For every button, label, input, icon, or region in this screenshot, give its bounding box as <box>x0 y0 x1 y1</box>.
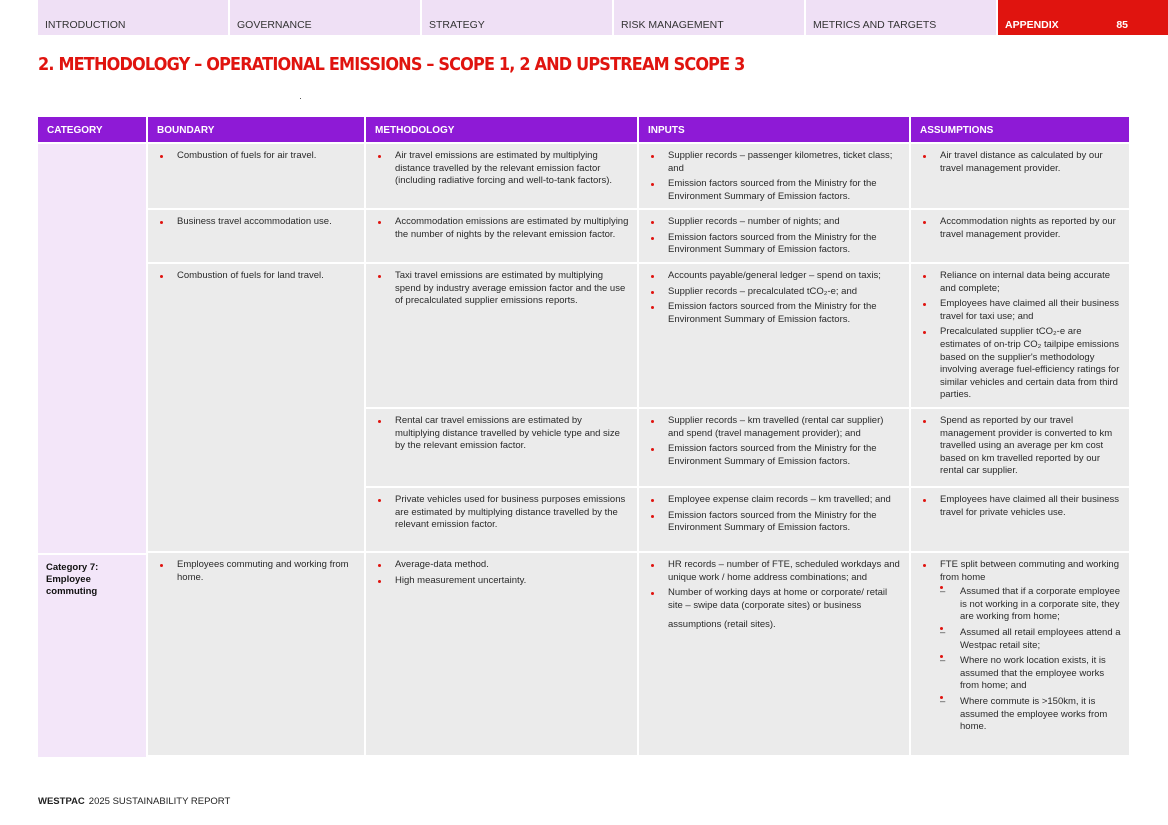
list-item: Accommodation nights as reported by our travel management provider. <box>920 216 1121 241</box>
list-item: Supplier records – passenger kilometres, ticket class; and <box>648 150 901 175</box>
list-item: Emission factors sourced from the Ministry for the Environment Summary of Emission factors. <box>648 443 901 468</box>
top-nav <box>38 0 1168 35</box>
methodology-cell <box>366 144 637 208</box>
sub-list-item: – Assumed that if a corporate employee is not working in a corporate site, they are working from home; <box>940 586 1121 624</box>
list-item: HR records – number of FTE, scheduled workdays and unique work / home address combinations; and <box>648 559 901 584</box>
list-item: Employees have claimed all their business travel for private vehicles use. <box>920 494 1121 519</box>
list-item: Rental car travel emissions are estimated by multiplying distance travelled by vehicle type and size by the relevant emission factor. <box>375 415 629 453</box>
boundary-cell <box>148 210 364 262</box>
table-row <box>148 264 1129 551</box>
table-row <box>148 553 1129 755</box>
boundary-cell <box>148 264 364 551</box>
inputs-extra-text: assumptions (retail sites). <box>668 619 776 631</box>
list-item: Taxi travel emissions are estimated by multiplying spend by industry average emission factor and the use of precalculated supplier emissions reports. <box>375 270 629 308</box>
nav-tab-strategy[interactable]: STRATEGY <box>422 0 612 35</box>
header-inputs: INPUTS <box>639 117 909 142</box>
methodology-cell <box>366 409 637 486</box>
list-item: Accommodation emissions are estimated by multiplying the number of nights by the relevant emission factor. <box>375 216 629 241</box>
list-item: Private vehicles used for business purposes emissions are estimated by multiplying distance travelled by the relevant emission factor. <box>375 494 629 532</box>
list-item: Employees commuting and working from home. <box>157 559 356 584</box>
sub-list-item: – Where no work location exists, it is assumed that the employee works from home; and <box>940 655 1121 693</box>
footer-text: 2025 SUSTAINABILITY REPORT <box>88 796 231 807</box>
methodology-cell <box>366 488 637 551</box>
nav-tab-appendix-label: APPENDIX <box>1005 19 1059 31</box>
list-item: Combustion of fuels for land travel. <box>157 270 356 283</box>
category-cell-employee-commuting: Category 7: Employee commuting <box>38 555 146 757</box>
list-item: Employees have claimed all their business travel for taxi use; and <box>920 298 1121 323</box>
assumptions-cell <box>911 409 1129 486</box>
header-boundary: BOUNDARY <box>148 117 364 142</box>
sub-list-item: – Where commute is >150km, it is assumed the employee works from home. <box>940 696 1121 734</box>
nav-tab-appendix[interactable] <box>998 0 1168 35</box>
table-header-row <box>38 117 1129 142</box>
inputs-cell <box>639 409 909 486</box>
methodology-cell <box>366 264 637 407</box>
inputs-cell <box>639 488 909 551</box>
list-item: Air travel emissions are estimated by multiplying distance travelled by the relevant emission factor (including radiative forcing and well-to-tank factors). <box>375 150 629 188</box>
nav-tab-governance[interactable]: GOVERNANCE <box>230 0 420 35</box>
list-item: Supplier records – km travelled (rental car supplier) and spend (travel management provider); and <box>648 415 901 440</box>
assumptions-cell <box>911 144 1129 208</box>
boundary-cell <box>148 553 364 755</box>
boundary-cell <box>148 144 364 208</box>
header-assumptions: ASSUMPTIONS <box>911 117 1129 142</box>
list-item: Spend as reported by our travel management provider is converted to km travelled using an average per km cost based on km travelled reported by our rental car supplier. <box>920 415 1121 478</box>
header-methodology: METHODOLOGY <box>366 117 637 142</box>
table-row <box>148 144 1129 208</box>
header-category: CATEGORY <box>38 117 146 142</box>
methodology-cell <box>366 553 637 755</box>
list-item: Number of working days at home or corporate/ retail site – swipe data (corporate sites) or business <box>648 587 901 612</box>
nav-tab-risk-management[interactable]: RISK MANAGEMENT <box>614 0 804 35</box>
assumptions-cell <box>911 264 1129 407</box>
list-item: Emission factors sourced from the Ministry for the Environment Summary of Emission factors. <box>648 178 901 203</box>
page-title: 2. METHODOLOGY – OPERATIONAL EMISSIONS – SCOPE 1, 2 AND UPSTREAM SCOPE 3 <box>38 55 745 75</box>
list-item: Emission factors sourced from the Ministry for the Environment Summary of Emission factors. <box>648 301 901 326</box>
methodology-table <box>38 117 1129 757</box>
list-item: Supplier records – number of nights; and <box>648 216 901 229</box>
assumptions-cell <box>911 210 1129 262</box>
inputs-cell <box>639 210 909 262</box>
list-item: Emission factors sourced from the Ministry for the Environment Summary of Emission factors. <box>648 510 901 535</box>
list-item: Supplier records – precalculated tCO₂-e; and <box>648 286 901 299</box>
list-item <box>920 559 1121 734</box>
list-item: Business travel accommodation use. <box>157 216 356 229</box>
footer <box>38 796 230 807</box>
table-row <box>148 210 1129 262</box>
list-item: High measurement uncertainty. <box>375 575 629 588</box>
footer-brand: WESTPAC <box>38 796 85 807</box>
list-item: Employee expense claim records – km travelled; and <box>648 494 901 507</box>
list-item: Average-data method. <box>375 559 629 572</box>
page-number: 85 <box>1116 19 1128 31</box>
list-item: Reliance on internal data being accurate and complete; <box>920 270 1121 295</box>
sub-list-item: – Assumed all retail employees attend a Westpac retail site; <box>940 627 1121 652</box>
inputs-cell <box>639 553 909 755</box>
nav-tab-metrics-and-targets[interactable]: METRICS AND TARGETS <box>806 0 996 35</box>
inputs-cell <box>639 144 909 208</box>
nav-tab-introduction[interactable]: INTRODUCTION <box>38 0 228 35</box>
list-item: Emission factors sourced from the Ministry for the Environment Summary of Emission factors. <box>648 232 901 257</box>
assumptions-cell <box>911 488 1129 551</box>
list-item: Air travel distance as calculated by our travel management provider. <box>920 150 1121 175</box>
assumption-lead: FTE split between commuting and working from home <box>940 559 1119 583</box>
stray-dot <box>300 98 301 99</box>
category-cell-empty <box>38 144 146 553</box>
methodology-cell <box>366 210 637 262</box>
inputs-cell <box>639 264 909 407</box>
list-item: Accounts payable/general ledger – spend on taxis; <box>648 270 901 283</box>
assumptions-cell <box>911 553 1129 755</box>
list-item: Combustion of fuels for air travel. <box>157 150 356 163</box>
list-item: Precalculated supplier tCO₂-e are estimates of on-trip CO₂ tailpipe emissions based on the supplier's methodology involving average fuel-efficiency ratings for similar vehicles and certain data from third parties. <box>920 326 1121 402</box>
